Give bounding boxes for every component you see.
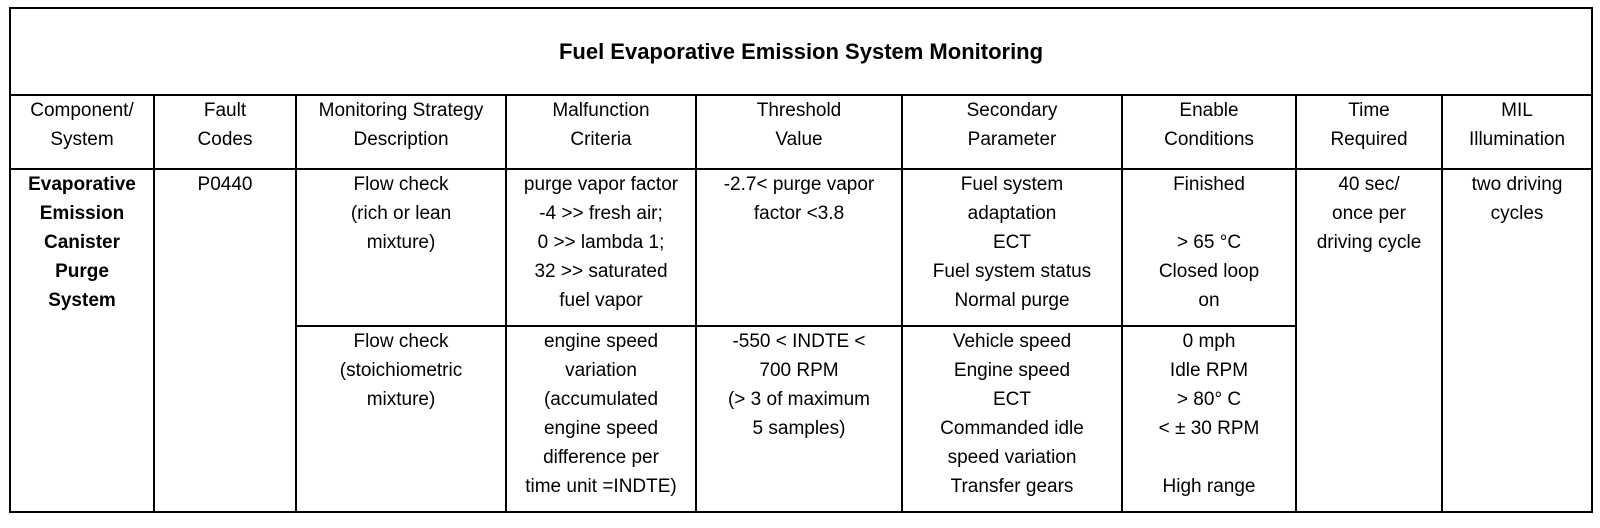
component-cell: Evaporative Emission Canister Purge System: [10, 169, 154, 512]
header-component: Component/ System: [10, 95, 154, 169]
secondary-cell: Vehicle speed Engine speed ECT Commanded idle speed variation Transfer gears: [902, 326, 1122, 512]
table-row: [10, 169, 1592, 326]
monitoring-table: [9, 7, 1593, 513]
header-fault-codes: Fault Codes: [154, 95, 296, 169]
header-threshold: Threshold Value: [696, 95, 902, 169]
strategy-cell: Flow check (stoichiometric mixture): [296, 326, 506, 512]
strategy-cell: Flow check (rich or lean mixture): [296, 169, 506, 326]
enable-cell: Finished > 65 °C Closed loop on: [1122, 169, 1296, 326]
enable-cell: 0 mph Idle RPM > 80° C < ± 30 RPM High range: [1122, 326, 1296, 512]
header-mil: MIL Illumination: [1442, 95, 1592, 169]
header-row: [10, 95, 1592, 169]
header-secondary: Secondary Parameter: [902, 95, 1122, 169]
secondary-cell: Fuel system adaptation ECT Fuel system status Normal purge: [902, 169, 1122, 326]
fault-code-cell: P0440: [154, 169, 296, 512]
threshold-cell: -2.7< purge vapor factor <3.8: [696, 169, 902, 326]
malfunction-cell: purge vapor factor -4 >> fresh air; 0 >> lambda 1; 32 >> saturated fuel vapor: [506, 169, 696, 326]
header-enable: Enable Conditions: [1122, 95, 1296, 169]
threshold-cell: -550 < INDTE < 700 RPM (> 3 of maximum 5 samples): [696, 326, 902, 512]
table-title: Fuel Evaporative Emission System Monitoring: [10, 8, 1592, 95]
time-required-cell: 40 sec/ once per driving cycle: [1296, 169, 1442, 512]
header-time: Time Required: [1296, 95, 1442, 169]
mil-cell: two driving cycles: [1442, 169, 1592, 512]
header-malfunction: Malfunction Criteria: [506, 95, 696, 169]
header-strategy: Monitoring Strategy Description: [296, 95, 506, 169]
malfunction-cell: engine speed variation (accumulated engine speed difference per time unit =INDTE): [506, 326, 696, 512]
